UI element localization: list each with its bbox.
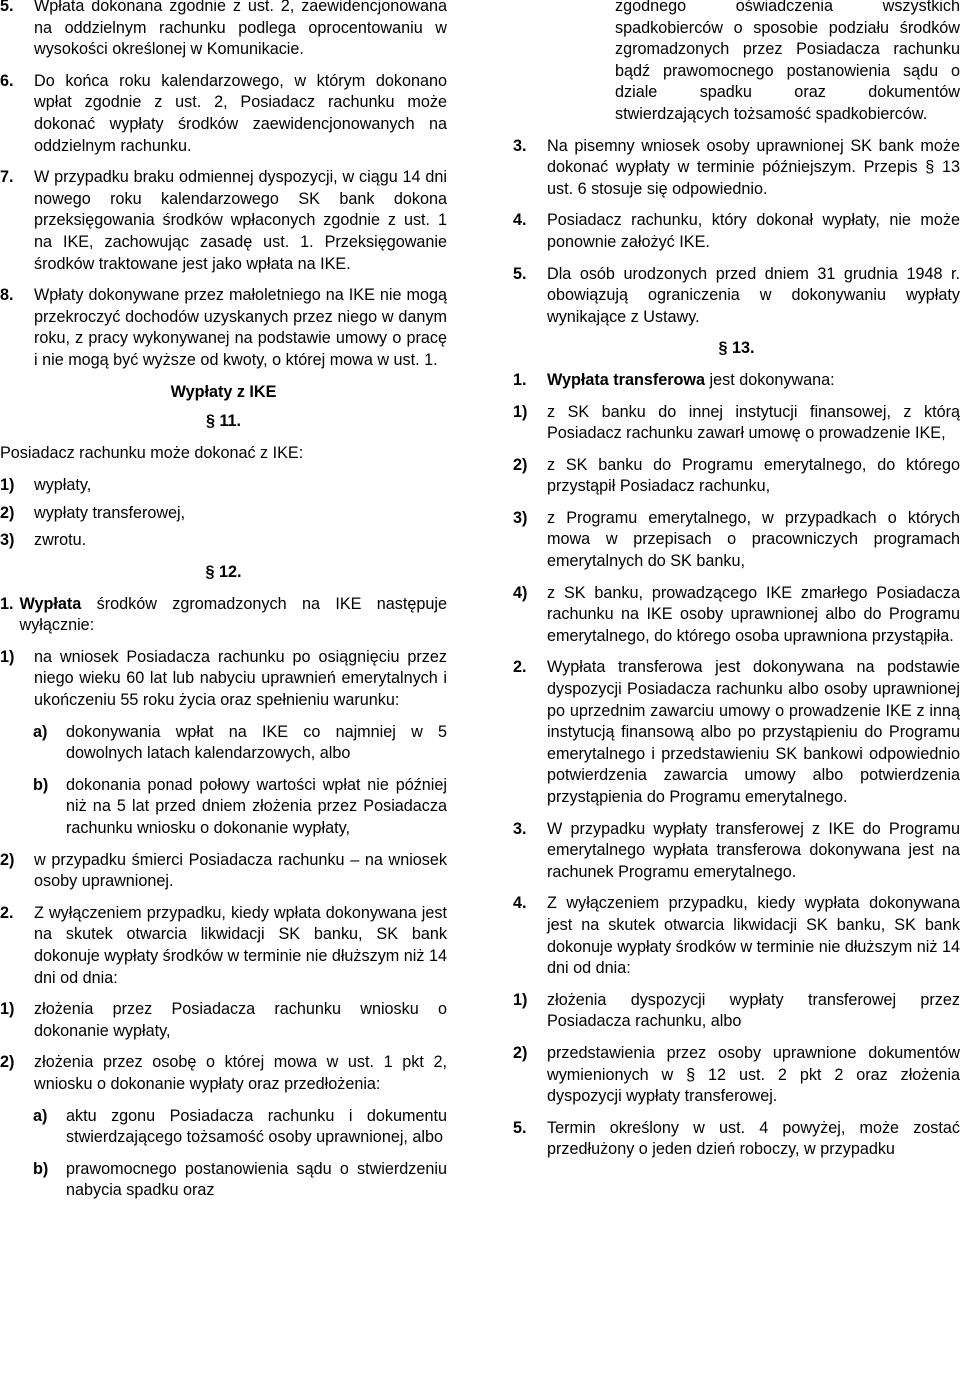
- sub-list-label: a): [33, 722, 48, 741]
- article-13-paragraph-2: [513, 657, 960, 808]
- paragraph-number: 1.: [0, 594, 14, 613]
- paragraph-number: 2.: [513, 658, 527, 677]
- list-text: zwrotu.: [34, 531, 87, 550]
- sub-list-label: a): [33, 1106, 48, 1125]
- bold-term: Wypłata transferowa: [547, 370, 706, 389]
- article-13-paragraph-3: [513, 819, 960, 884]
- sub-list-text: aktu zgonu Posiadacza rachunku i dokumentu stwierdzającego tożsamość osoby uprawnionej, albo: [66, 1106, 447, 1147]
- paragraph-text: Z wyłączeniem przypadku, kiedy wypłata dokonywana jest na skutek otwarcia likwidacji SK banku, SK bank dokonuje wypłaty środków w terminie nie dłuższym niż 14 dni od dnia:: [547, 894, 960, 978]
- list-text: złożenia przez Posiadacza rachunku wniosku o dokonanie wypłaty,: [34, 1000, 447, 1040]
- list-text: z SK banku do Programu emerytalnego, do którego przystąpił Posiadacz rachunku,: [547, 455, 960, 496]
- list-item: [513, 508, 960, 573]
- paragraph-text: Na pisemny wniosek osoby uprawnionej SK bank może dokonać wypłaty w terminie późniejszym. Przepis § 13 ust. 6 stosuje się odpowiednio.: [547, 136, 960, 198]
- paragraph-5: [0, 0, 447, 61]
- list-label: 1): [513, 990, 528, 1009]
- sub-list-item: [33, 1159, 447, 1202]
- list-text: złożenia dyspozycji wypłaty transferowej przez Posiadacza rachunku, albo: [547, 990, 960, 1031]
- list-item: [0, 503, 447, 525]
- list-label: 4): [513, 583, 528, 602]
- list-item: [513, 455, 960, 498]
- list-text: w przypadku śmierci Posiadacza rachunku – na wniosek osoby uprawnionej.: [34, 850, 447, 891]
- paragraph-number: 1.: [513, 370, 527, 389]
- sub-list-item: [33, 722, 447, 765]
- list-text: wypłaty transferowej,: [34, 503, 186, 522]
- list-item: [0, 647, 447, 712]
- paragraph-text: W przypadku braku odmiennej dyspozycji, w ciągu 14 dni nowego roku kalendarzowego SK bank dokona przeksięgowania środków wpłaconych zgodnie z ust. 1 na IKE, zachowując zasadę ust. 1. Przeksięgowanie środków traktowane jest jako wpłata na IKE.: [34, 168, 447, 273]
- continuation-block: [513, 0, 960, 126]
- paragraph-text: [20, 594, 447, 637]
- article-13-paragraph-5: [513, 1118, 960, 1161]
- paragraph-number: 5.: [0, 0, 14, 15]
- list-text: wypłaty,: [34, 476, 92, 495]
- paragraph-text: Posiadacz rachunku, który dokonał wypłaty, nie może ponownie założyć IKE.: [547, 211, 960, 251]
- list-item: [513, 1043, 960, 1108]
- paragraph-number: 3.: [513, 136, 527, 155]
- list-item: [0, 530, 447, 552]
- article-12-heading: § 12.: [205, 563, 242, 582]
- list-text: przedstawienia przez osoby uprawnione dokumentów wymienionych w § 12 ust. 2 pkt 2 oraz złożenia dyspozycji wypłaty transferowej.: [547, 1043, 960, 1106]
- sub-list-text: prawomocnego postanowienia sądu o stwierdzeniu nabycia spadku oraz: [66, 1159, 447, 1200]
- sub-list-label: b): [33, 1159, 49, 1178]
- list-label: 2): [0, 503, 15, 522]
- list-label: 3): [513, 508, 528, 527]
- sub-list-item: [33, 1106, 447, 1149]
- list-label: 1): [0, 1000, 15, 1019]
- continuation-text: zgodnego oświadczenia wszystkich spadkobierców o sposobie podziału środków zgromadzonych przez Posiadacza rachunku bądź prawomocnego postanowienia sądu o dziale spadku oraz dokumentów stwierdzających tożsamość spadkobierców.: [615, 0, 960, 123]
- paragraph-text: Termin określony w ust. 4 powyżej, może zostać przedłużony o jeden dzień roboczy, w przypadku: [547, 1118, 960, 1159]
- paragraph-number: 2.: [0, 903, 14, 922]
- article-13-heading: § 13.: [718, 339, 755, 358]
- paragraph-text: Wpłata dokonana zgodnie z ust. 2, zaewidencjonowana na oddzielnym rachunku podlega oprocentowaniu w wysokości określonej w Komunikacie.: [34, 0, 447, 59]
- paragraph-number: 4.: [513, 211, 527, 230]
- paragraph-text: [547, 370, 960, 392]
- sub-list-text: dokonania ponad połowy wartości wpłat nie później niż na 5 lat przed dniem złożenia przez Posiadacza rachunku wniosku o dokonanie wypłaty,: [66, 775, 447, 837]
- list-label: 2): [0, 850, 15, 869]
- right-column: [513, 0, 960, 1171]
- list-text: z SK banku do innej instytucji finansowej, z którą Posiadacz rachunku zawarł umowę o prowadzenie IKE,: [547, 402, 960, 443]
- list-text: na wniosek Posiadacza rachunku po osiągnięciu przez niego wieku 60 lat lub nabyciu uprawnień emerytalnych i ukończeniu 55 roku życia oraz spełnieniu warunku:: [34, 647, 447, 710]
- list-item: [513, 402, 960, 445]
- article-12-paragraph-3: [513, 136, 960, 201]
- article-12-paragraph-5: [513, 264, 960, 329]
- paragraph-number: 6.: [0, 71, 14, 90]
- list-item: [0, 475, 447, 497]
- paragraph-number: 5.: [513, 264, 527, 283]
- list-item: [0, 1052, 447, 1095]
- list-label: 3): [0, 531, 15, 550]
- paragraph-text: Wpłaty dokonywane przez małoletniego na IKE nie mogą przekroczyć dochodów uzyskanych przez niego w danym roku, z pracy wykonywanej na podstawie umowy o pracę i nie mogą być wyższe od kwoty, o której mowa w ust. 1.: [34, 286, 447, 369]
- paragraph-rest: jest dokonywana:: [705, 370, 835, 389]
- list-label: 2): [513, 1043, 528, 1062]
- paragraph-number: 3.: [513, 819, 527, 838]
- paragraph-text: W przypadku wypłaty transferowej z IKE do Programu emerytalnego wypłata transferowa dokonywana jest na rachunek Programu emerytalnego.: [547, 819, 960, 881]
- sub-list-item: [33, 775, 447, 840]
- list-label: 1): [0, 647, 15, 666]
- article-13-paragraph-4: [513, 893, 960, 979]
- paragraph-text: Dla osób urodzonych przed dniem 31 grudnia 1948 r. obowiązują ograniczenia w dokonywaniu wypłaty wynikające z Ustawy.: [547, 264, 960, 326]
- paragraph-number: 8.: [0, 286, 14, 305]
- article-12-paragraph-1: [0, 594, 447, 637]
- list-text: z SK banku, prowadzącego IKE zmarłego Posiadacza rachunku na IKE osoby uprawnionej albo do Programu emerytalnego, do którego osoba uprawniona przystąpiła.: [547, 583, 960, 645]
- list-item: [513, 583, 960, 648]
- paragraph-number: 5.: [513, 1118, 527, 1137]
- list-item: [0, 999, 447, 1042]
- paragraph-number: 7.: [0, 168, 14, 187]
- article-11-heading: § 11.: [205, 412, 242, 431]
- list-label: 1): [513, 402, 528, 421]
- bold-term: Wypłata: [19, 594, 82, 613]
- list-text: złożenia przez osobę o której mowa w ust. 1 pkt 2, wniosku o dokonanie wypłaty oraz przedłożenia:: [34, 1053, 447, 1093]
- left-column: [0, 0, 447, 1212]
- list-item: [0, 850, 447, 893]
- article-13-paragraph-1: [513, 370, 960, 392]
- paragraph-text: Do końca roku kalendarzowego, w którym dokonano wpłat zgodnie z ust. 2, Posiadacz rachunku może dokonać wypłaty środków zaewidencjonowanych na oddzielnym rachunku.: [34, 71, 447, 155]
- sub-list-text: dokonywania wpłat na IKE co najmniej w 5 dowolnych latach kalendarzowych, albo: [66, 722, 447, 763]
- paragraph-text: Z wyłączeniem przypadku, kiedy wpłata dokonywana jest na skutek otwarcia likwidacji SK banku, SK bank dokonuje wypłaty środków w terminie nie dłuższym niż 14 dni od dnia:: [34, 903, 447, 987]
- paragraph-8: [0, 285, 447, 371]
- list-label: 2): [0, 1053, 15, 1072]
- paragraph-6: [0, 71, 447, 157]
- paragraph-text: Wypłata transferowa jest dokonywana na podstawie dyspozycji Posiadacza rachunku albo osoby uprawnionej po uprzednim zawarciu umowy o prowadzenie IKE z inną instytucją finansową albo po przystąpieniu do Programu emerytalnego i przedstawieniu SK bankowi odpowiednio potwierdzenia zawarcia umowy albo potwierdzenia przystąpienia do Programu emerytalnego.: [547, 658, 960, 806]
- article-11-intro: Posiadacz rachunku może dokonać z IKE:: [0, 443, 304, 462]
- list-label: 2): [513, 455, 528, 474]
- sub-list-label: b): [33, 775, 49, 794]
- article-12-paragraph-4: [513, 210, 960, 253]
- section-title: Wypłaty z IKE: [170, 382, 277, 401]
- paragraph-7: [0, 167, 447, 275]
- article-12-paragraph-2: [0, 903, 447, 989]
- paragraph-rest: środków zgromadzonych na IKE następuje wyłącznie:: [19, 594, 447, 635]
- list-item: [513, 990, 960, 1033]
- paragraph-number: 4.: [513, 894, 527, 913]
- list-text: z Programu emerytalnego, w przypadkach o których mowa w przepisach o pracowniczych programach emerytalnych do SK banku,: [547, 508, 960, 571]
- article-11-list: [0, 475, 447, 552]
- list-label: 1): [0, 476, 15, 495]
- indent-spacer: [513, 0, 615, 126]
